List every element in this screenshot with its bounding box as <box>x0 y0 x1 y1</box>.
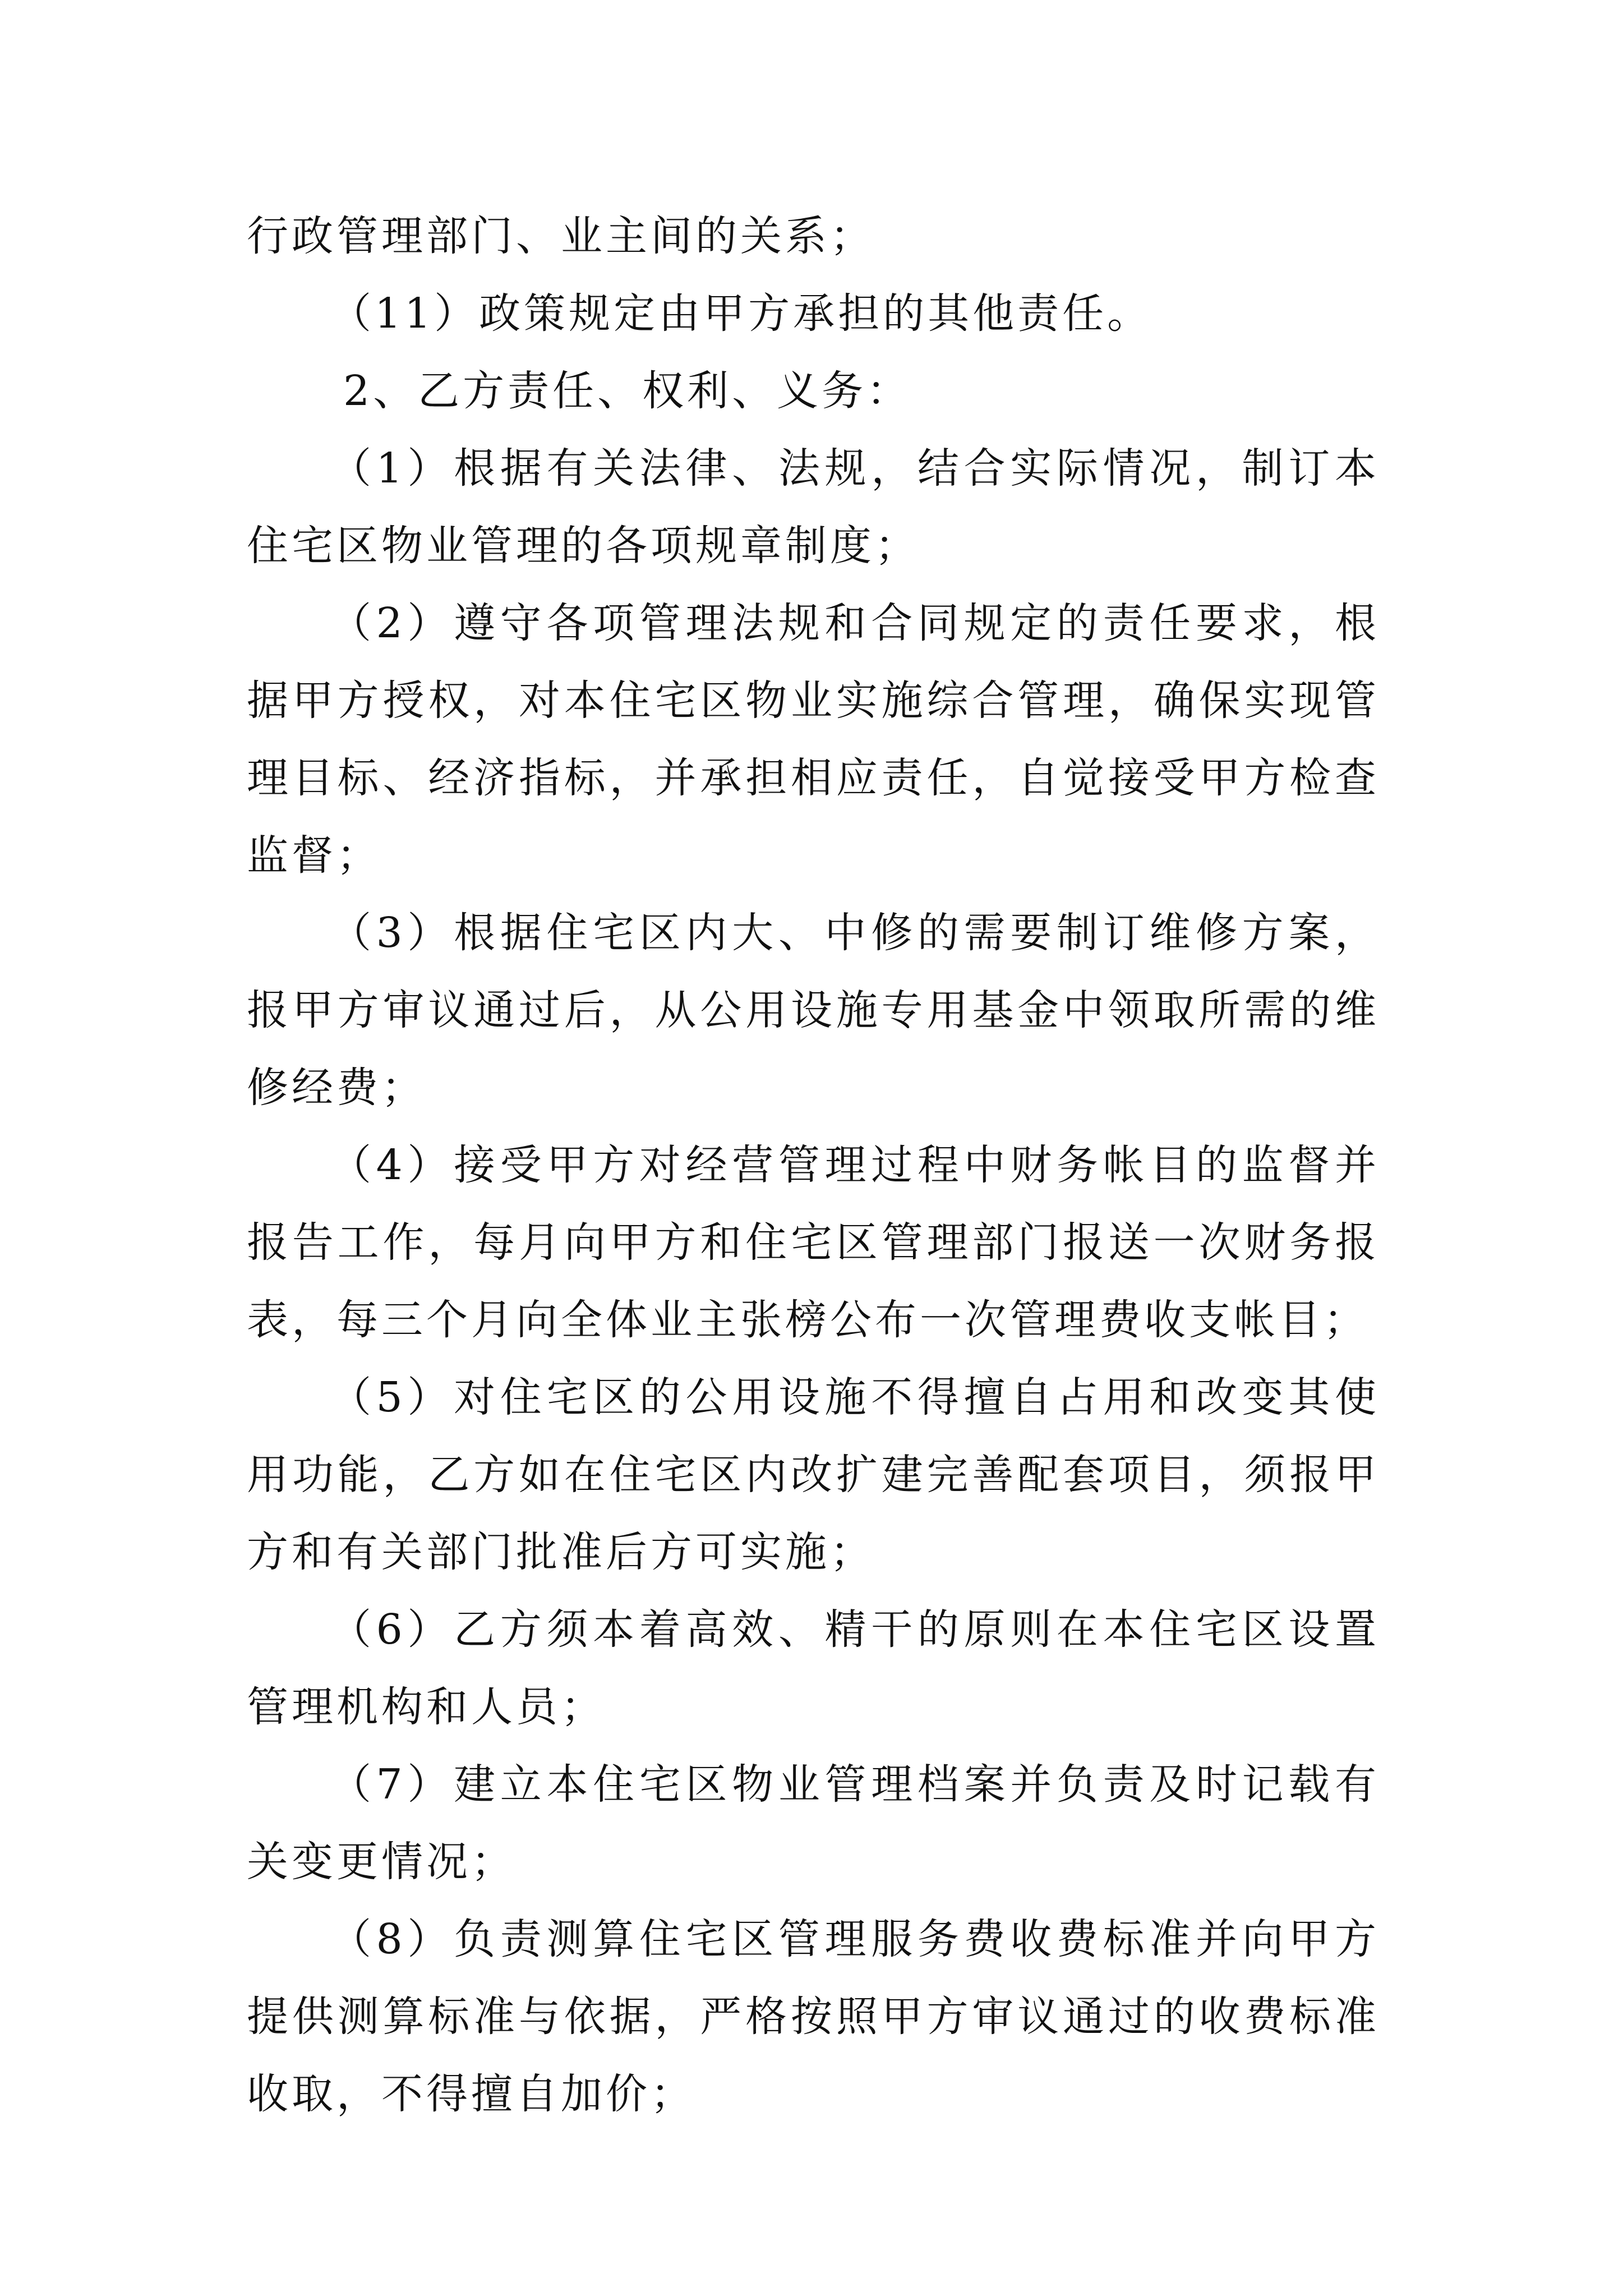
paragraph-item-5: （5）对住宅区的公用设施不得擅自占用和改变其使用功能，乙方如在住宅区内改扩建完善配套项目，须报甲方和有关部门批准后方可实施； <box>247 1373 1380 1576</box>
paragraph-item-3: （3）根据住宅区内大、中修的需要制订维修方案，报甲方审议通过后，从公用设施专用基金中领取所需的维修经费； <box>247 909 1380 1112</box>
paragraph-item-6: （6）乙方须本着高效、精干的原则在本住宅区设置管理机构和人员； <box>247 1605 1380 1731</box>
paragraph-item-7: （7）建立本住宅区物业管理档案并负责及时记载有关变更情况； <box>247 1760 1380 1886</box>
paragraph-item-8: （8）负责测算住宅区管理服务费收费标准并向甲方提供测算标准与依据，严格按照甲方审议通过的收费标准收取，不得擅自加价； <box>247 1915 1380 2118</box>
section-heading-party-b: 2、乙方责任、权利、义务： <box>343 367 912 415</box>
paragraph-item-11: （11）政策规定由甲方承担的其他责任。 <box>330 289 1152 338</box>
document-body <box>247 197 1380 2133</box>
paragraph-item-1: （1）根据有关法律、法规，结合实际情况，制订本住宅区物业管理的各项规章制度； <box>247 444 1380 570</box>
paragraph-item-2: （2）遵守各项管理法规和合同规定的责任要求，根据甲方授权，对本住宅区物业实施综合管理，确保实现管理目标、经济指标，并承担相应责任，自觉接受甲方检查监督； <box>247 599 1380 880</box>
paragraph-item-4: （4）接受甲方对经营管理过程中财务帐目的监督并报告工作，每月向甲方和住宅区管理部门报送一次财务报表，每三个月向全体业主张榜公布一次管理费收支帐目； <box>247 1141 1380 1344</box>
paragraph-continuation: 行政管理部门、业主间的关系； <box>247 212 875 260</box>
